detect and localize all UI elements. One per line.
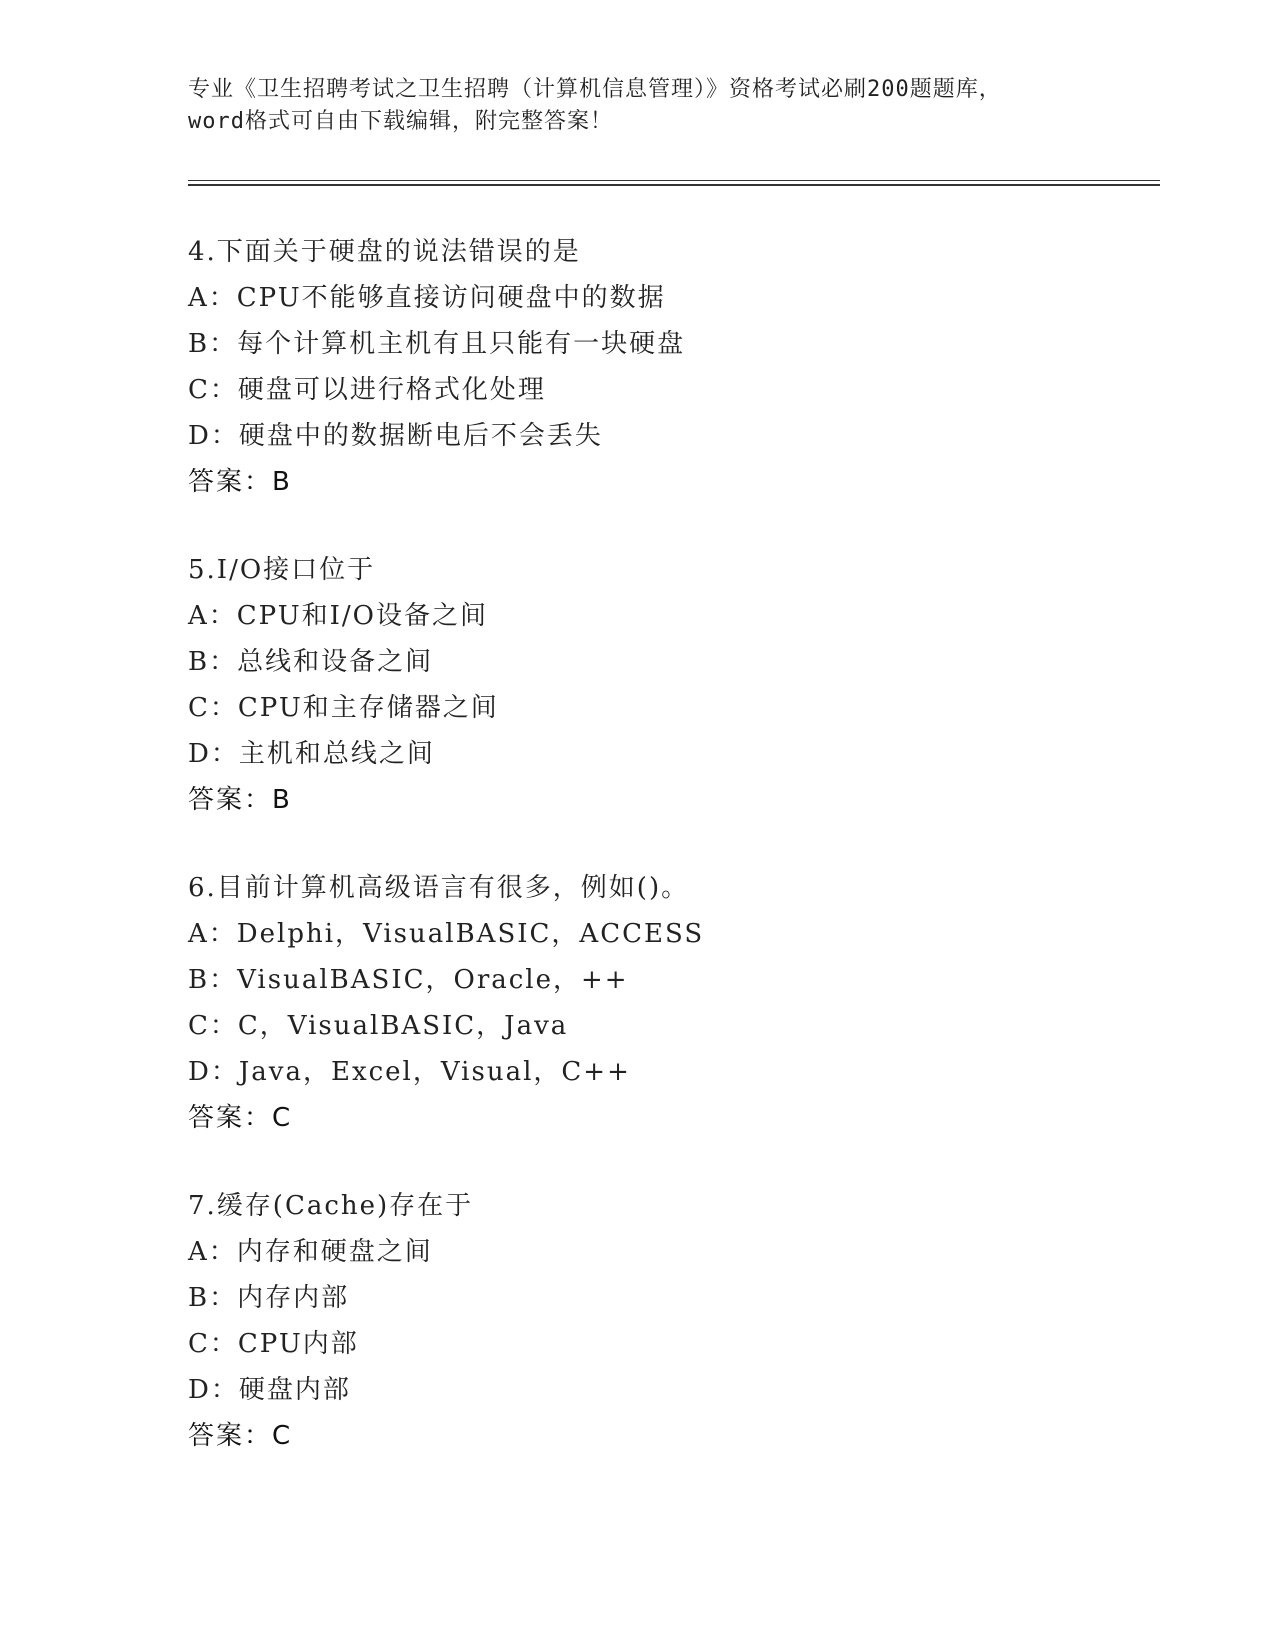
option-c: C：硬盘可以进行格式化处理 — [188, 375, 546, 405]
option-d: D：Java，Excel，Visual，C++ — [188, 1057, 631, 1087]
header-divider-thick — [188, 184, 1160, 186]
option-a: A：Delphi，VisualBASIC，ACCESS — [188, 919, 705, 949]
header-line-1: 专业《卫生招聘考试之卫生招聘（计算机信息管理）》资格考试必刷200题题库， — [188, 77, 1002, 102]
option-d: D：主机和总线之间 — [188, 739, 435, 769]
question-block-6 — [188, 865, 1088, 1141]
question-title: 6.目前计算机高级语言有很多，例如()。 — [188, 873, 690, 903]
option-a: A：内存和硬盘之间 — [188, 1237, 433, 1267]
answer-label: 答案：C — [188, 1103, 293, 1133]
document-header — [188, 74, 1088, 138]
option-a: A：CPU和I/O设备之间 — [188, 601, 488, 631]
option-c: C：CPU内部 — [188, 1329, 359, 1359]
answer-label: 答案：C — [188, 1421, 293, 1451]
option-c: C：C，VisualBASIC，Java — [188, 1011, 569, 1041]
option-b: B：内存内部 — [188, 1283, 350, 1313]
question-block-7 — [188, 1183, 1088, 1459]
question-block-5 — [188, 547, 1088, 823]
question-title: 5.I/O接口位于 — [188, 555, 376, 585]
answer-label: 答案：B — [188, 467, 292, 497]
option-b: B：每个计算机主机有且只能有一块硬盘 — [188, 329, 686, 359]
option-d: D：硬盘中的数据断电后不会丢失 — [188, 421, 603, 451]
option-b: B：VisualBASIC，Oracle，++ — [188, 965, 629, 995]
answer-label: 答案：B — [188, 785, 292, 815]
option-b: B：总线和设备之间 — [188, 647, 434, 677]
option-c: C：CPU和主存储器之间 — [188, 693, 499, 723]
header-line-2: word格式可自由下载编辑，附完整答案！ — [188, 109, 613, 134]
question-block-4 — [188, 229, 1088, 505]
option-a: A：CPU不能够直接访问硬盘中的数据 — [188, 283, 666, 313]
header-divider-thin — [188, 180, 1160, 181]
question-title: 7.缓存(Cache)存在于 — [188, 1191, 474, 1221]
question-title: 4.下面关于硬盘的说法错误的是 — [188, 237, 581, 267]
option-d: D：硬盘内部 — [188, 1375, 351, 1405]
